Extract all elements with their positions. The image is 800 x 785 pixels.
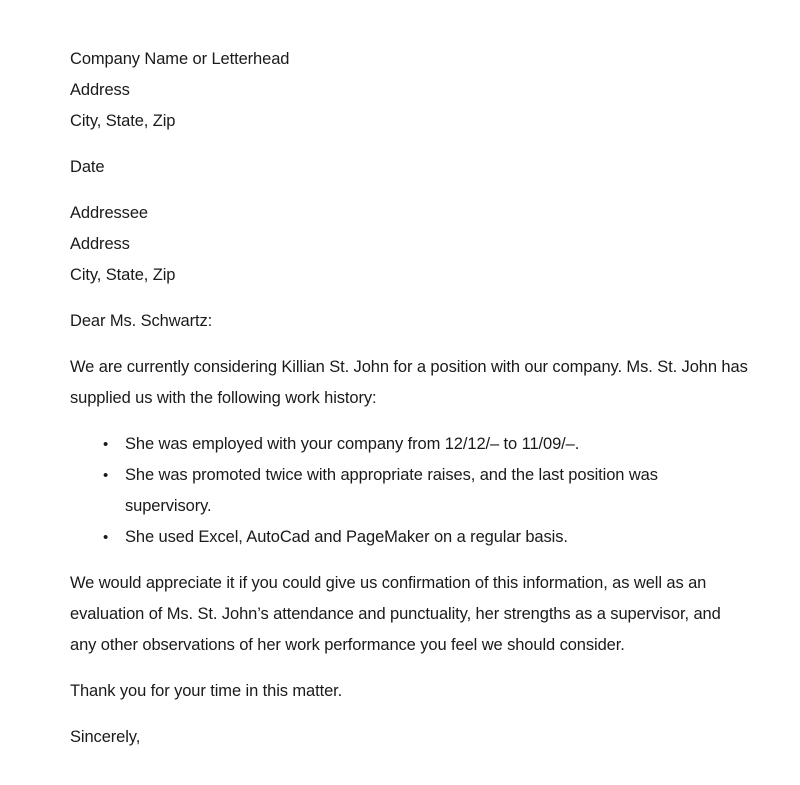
letter-body	[70, 44, 748, 753]
list-item-text: She was promoted twice with appropriate raises, and the last position was supervisory.	[125, 466, 658, 515]
recipient-address: Address	[70, 235, 130, 253]
list-item	[70, 522, 748, 553]
list-item-text: She used Excel, AutoCad and PageMaker on a regular basis.	[125, 528, 568, 546]
recipient-block	[70, 198, 748, 291]
bullet-icon: •	[103, 436, 109, 453]
recipient-addressee: Addressee	[70, 204, 148, 222]
list-item-text: She was employed with your company from 12/12/– to 11/09/–.	[125, 435, 580, 453]
list-item	[70, 429, 748, 460]
salutation-block	[70, 306, 748, 337]
work-history-list	[70, 429, 748, 553]
letterhead-company: Company Name or Letterhead	[70, 50, 290, 68]
letterhead-address: Address	[70, 81, 130, 99]
bullet-icon: •	[103, 467, 109, 484]
letterhead-block	[70, 44, 748, 137]
list-item	[70, 460, 745, 522]
request-paragraph: We would appreciate it if you could give us confirmation of this information, as well as an evaluation of Ms. St. John’s attendance and punctuality, her strengths as a supervisor, and any other observations of her work performance you feel we should consider.	[70, 574, 721, 654]
date-block	[70, 152, 748, 183]
salutation: Dear Ms. Schwartz:	[70, 312, 213, 330]
date-placeholder: Date	[70, 158, 105, 176]
letterhead-city-state-zip: City, State, Zip	[70, 112, 176, 130]
recipient-city-state-zip: City, State, Zip	[70, 266, 176, 284]
bullet-icon: •	[103, 529, 109, 546]
intro-paragraph: We are currently considering Killian St. John for a position with our company. Ms. St. John has supplied us with the following work history:	[70, 358, 748, 407]
thanks-paragraph: Thank you for your time in this matter.	[70, 682, 343, 700]
closing-line: Sincerely,	[70, 728, 141, 746]
